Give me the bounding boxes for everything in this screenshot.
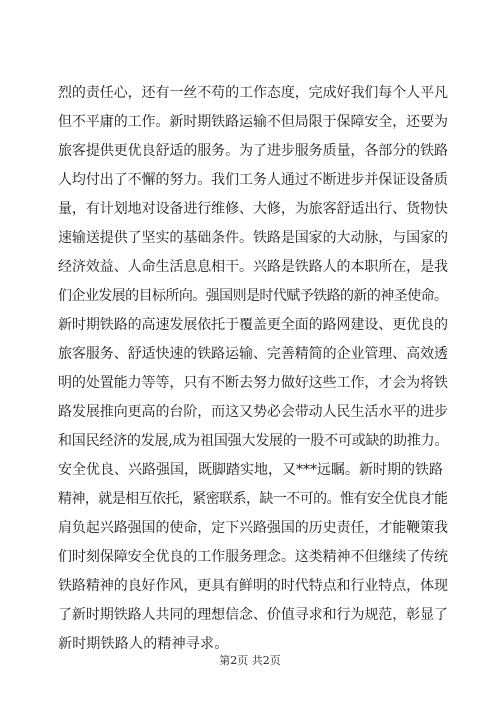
text-line: 肩负起兴路强国的使命，定下兴路强国的历史责任，才能鞭策我 xyxy=(58,520,448,536)
text-line: 们企业发展的目标所向。强国则是时代赋予铁路的新的神圣使命。 xyxy=(58,288,448,304)
text-line: 明的处置能力等等，只有不断去努力做好这些工作，才会为将铁 xyxy=(58,375,448,391)
text-line: 铁路精神的良好作风，更具有鲜明的时代特点和行业特点，体现 xyxy=(58,578,448,594)
text-line: 安全优良、兴路强国，既脚踏实地，又***远瞩。新时期的铁路 xyxy=(58,462,443,478)
text-line: 量，有计划地对设备进行维修、大修，为旅客舒适出行、货物快 xyxy=(58,201,448,217)
text-line: 烈的责任心，还有一丝不苟的工作态度，完成好我们每个人平凡 xyxy=(58,85,448,101)
body-text xyxy=(58,79,448,659)
text-line: 们时刻保障安全优良的工作服务理念。这类精神不但继续了传统 xyxy=(58,549,448,565)
text-line: 精神，就是相互依托，紧密联系，缺一不可的。惟有安全优良才能 xyxy=(58,491,448,507)
text-line: 了新时期铁路人共同的理想信念、价值寻求和行为规范，彰显了 xyxy=(58,607,448,623)
text-line: 和国民经济的发展,成为祖国强大发展的一股不可或缺的助推力。 xyxy=(58,433,448,449)
text-line: 新时期铁路的高速发展依托于覆盖更全面的路网建设、更优良的 xyxy=(58,317,448,333)
text-line: 旅客提供更优良舒适的服务。为了进步服务质量，各部分的铁路 xyxy=(58,143,448,159)
text-line: 经济效益、人命生活息息相干。兴路是铁路人的本职所在，是我 xyxy=(58,259,448,275)
text-line: 速输送提供了坚实的基础条件。铁路是国家的大动脉，与国家的 xyxy=(58,230,448,246)
text-line: 但不平庸的工作。新时期铁路运输不但局限于保障安全，还要为 xyxy=(58,114,448,130)
text-line: 路发展推向更高的台阶，而这又势必会带动人民生活水平的进步 xyxy=(58,404,448,420)
text-line: 旅客服务、舒适快速的铁路运输、完善精简的企业管理、高效透 xyxy=(58,346,448,362)
text-line: 人均付出了不懈的努力。我们工务人通过不断进步并保证设备质 xyxy=(58,172,448,188)
text-line: 新时期铁路人的精神寻求。 xyxy=(58,636,229,652)
page-footer: 第2页 共2页 xyxy=(219,654,281,667)
